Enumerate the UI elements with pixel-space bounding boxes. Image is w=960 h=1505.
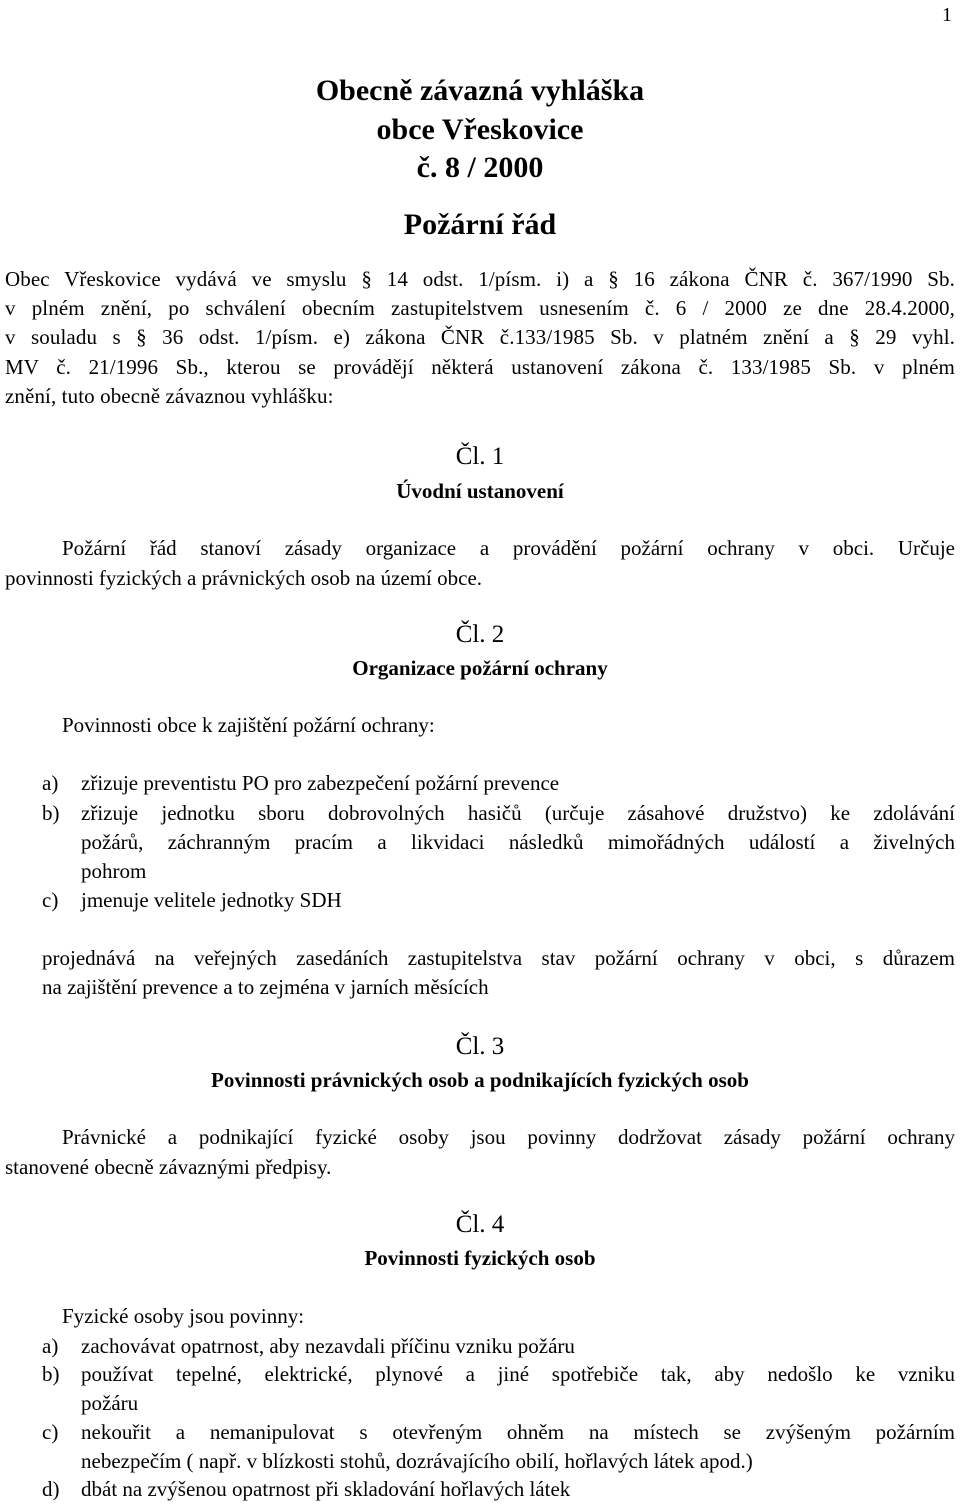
list-item-line: nebezpečím ( např. v blízkosti stohů, dozrávajícího obilí, hořlavých látek apod.)	[81, 1449, 753, 1473]
article-4-number: Čl. 4	[455, 1211, 505, 1238]
article-3-heading: Povinnosti právnických osob a podnikajících fyzických osob	[211, 1068, 749, 1092]
list-item-line: jmenuje velitele jednotky SDH	[81, 888, 342, 912]
list-item-line: dbát na zvýšenou opatrnost při skladování hořlavých látek	[81, 1477, 571, 1501]
list-marker: b)	[42, 1362, 60, 1386]
list-marker: c)	[42, 888, 59, 912]
article-3-text-line: stanovené obecně závaznými předpisy.	[5, 1155, 332, 1179]
document-title-line-2: obce Vřeskovice	[376, 113, 584, 146]
article-3-number: Čl. 3	[455, 1033, 505, 1060]
list-item-line: používat tepelné, elektrické, plynové a jiné spotřebiče tak, aby nedošlo ke vzniku	[81, 1362, 955, 1386]
intro-line: Obec Vřeskovice vydává ve smyslu § 14 odst. 1/písm. i) a § 16 zákona ČNR č. 367/1990 Sb.	[5, 267, 955, 291]
article-4-heading: Povinnosti fyzických osob	[364, 1246, 596, 1270]
article-2-closing-line: na zajištění prevence a to zejména v jarních měsících	[42, 975, 489, 999]
intro-line: v plném znění, po schválení obecním zastupitelstvem usnesením č. 6 / 2000 ze dne 28.4.2000,	[5, 296, 955, 320]
intro-line: MV č. 21/1996 Sb., kterou se provádějí některá ustanovení zákona č. 133/1985 Sb. v plném	[5, 355, 955, 379]
document-number: č. 8 / 2000	[416, 151, 544, 184]
article-3-text-line: Právnické a podnikající fyzické osoby jsou povinny dodržovat zásady požární ochrany	[62, 1125, 955, 1149]
list-marker: a)	[42, 771, 59, 795]
article-1-number: Čl. 1	[455, 443, 505, 470]
article-2-closing-line: projednává na veřejných zasedáních zastupitelstva stav požární ochrany v obci, s důrazem	[42, 946, 955, 970]
list-item-line: požárů, záchranným pracím a likvidaci následků mimořádných událostí a živelných	[81, 830, 955, 854]
article-2-lead: Povinnosti obce k zajištění požární ochrany:	[62, 713, 435, 737]
page-number: 1	[942, 4, 952, 26]
list-marker: b)	[42, 801, 60, 825]
list-marker: d)	[42, 1477, 60, 1501]
list-item-line: zřizuje preventistu PO pro zabezpečení požární prevence	[81, 771, 560, 795]
list-marker: c)	[42, 1420, 59, 1444]
document-subtitle: Požární řád	[403, 208, 557, 241]
list-item-line: pohrom	[81, 859, 147, 883]
article-2-number: Čl. 2	[455, 621, 505, 648]
list-item-line: nekouřit a nemanipulovat s otevřeným ohněm na místech se zvýšeným požárním	[81, 1420, 955, 1444]
list-item-line: požáru	[81, 1391, 139, 1415]
article-4-lead: Fyzické osoby jsou povinny:	[62, 1304, 305, 1328]
article-1-text-line: povinnosti fyzických a právnických osob na území obce.	[5, 566, 483, 590]
article-1-heading: Úvodní ustanovení	[396, 479, 564, 503]
intro-line: znění, tuto obecně závaznou vyhlášku:	[5, 384, 334, 408]
list-item-line: zachovávat opatrnost, aby nezavdali příčinu vzniku požáru	[81, 1334, 575, 1358]
article-1-text-line: Požární řád stanoví zásady organizace a provádění požární ochrany v obci. Určuje	[62, 536, 955, 560]
list-marker: a)	[42, 1334, 59, 1358]
document-title-line-1: Obecně závazná vyhláška	[315, 74, 645, 107]
article-2-heading: Organizace požární ochrany	[352, 656, 608, 680]
list-item-line: zřizuje jednotku sboru dobrovolných hasičů (určuje zásahové družstvo) ke zdolávání	[81, 801, 955, 825]
intro-line: v souladu s § 36 odst. 1/písm. e) zákona ČNR č.133/1985 Sb. v platném znění a § 29 vyhl.	[5, 325, 955, 349]
